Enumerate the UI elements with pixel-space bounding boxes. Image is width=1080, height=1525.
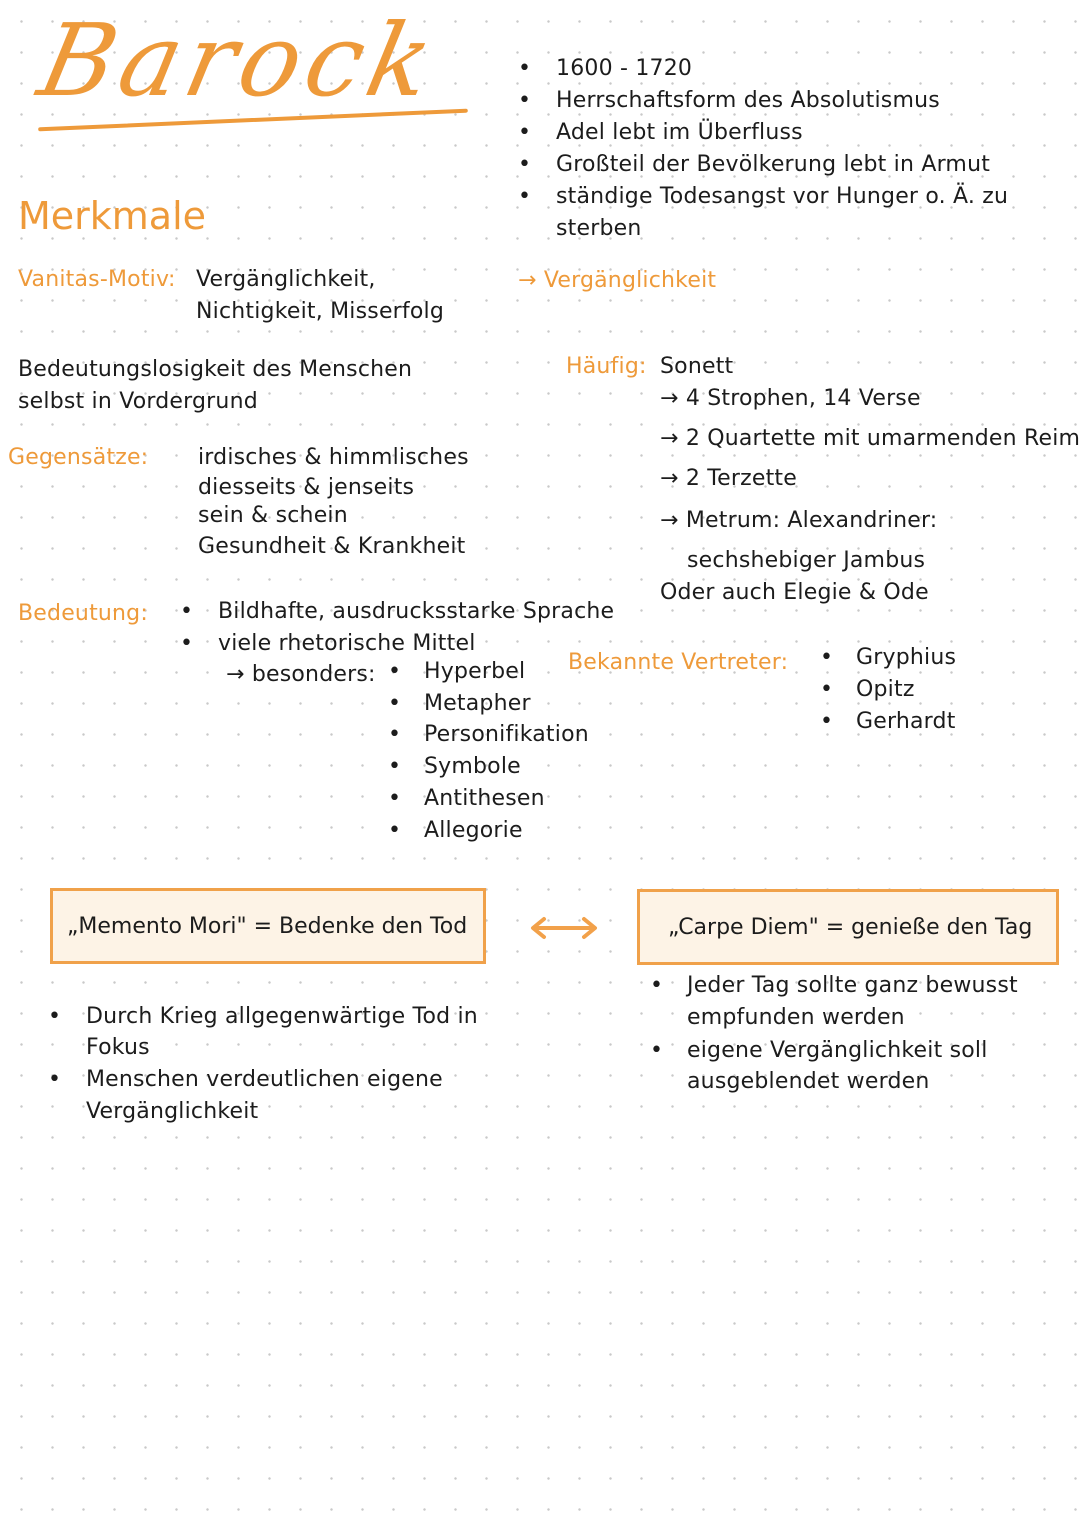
- vanitas-line: Vergänglichkeit,: [196, 267, 376, 292]
- memento-point: Menschen verdeutlichen eigene: [86, 1067, 443, 1092]
- bullet-icon: •: [388, 691, 401, 716]
- form-detail: → 4 Strophen, 14 Verse: [660, 386, 921, 411]
- bullet-icon: •: [650, 1038, 663, 1063]
- bullet-icon: •: [820, 677, 833, 702]
- fact-item: Adel lebt im Überfluss: [556, 120, 803, 145]
- memento-mori-box: [50, 888, 486, 964]
- bullet-icon: •: [820, 645, 833, 670]
- section-heading-merkmale: Merkmale: [18, 194, 207, 238]
- carpe-diem-box: [637, 889, 1059, 965]
- bullet-icon: •: [48, 1004, 61, 1029]
- bullet-icon: •: [518, 120, 531, 145]
- bullet-icon: •: [48, 1067, 61, 1092]
- vertreter-name: Opitz: [856, 677, 915, 702]
- vertreter-label: Bekannte Vertreter:: [568, 650, 789, 675]
- bullet-icon: •: [518, 152, 531, 177]
- vertreter-name: Gerhardt: [856, 709, 956, 734]
- bullet-icon: •: [820, 709, 833, 734]
- carpe-point: eigene Vergänglichkeit soll: [687, 1038, 988, 1063]
- bedeutung-item: viele rhetorische Mittel: [218, 631, 476, 656]
- stilmittel-item: Hyperbel: [424, 659, 526, 684]
- memento-point: Vergänglichkeit: [86, 1099, 259, 1124]
- stilmittel-item: Metapher: [424, 691, 531, 716]
- bullet-icon: •: [388, 754, 401, 779]
- carpe-point: ausgeblendet werden: [687, 1069, 930, 1094]
- metrum-detail: sechshebiger Jambus: [687, 548, 926, 573]
- carpe-point: empfunden werden: [687, 1005, 905, 1030]
- haeufig-label: Häufig:: [566, 354, 647, 379]
- bullet-icon: •: [180, 631, 193, 656]
- vertreter-name: Gryphius: [856, 645, 957, 670]
- carpe-point: Jeder Tag sollte ganz bewusst: [687, 973, 1018, 998]
- fact-item: Großteil der Bevölkerung lebt in Armut: [556, 152, 991, 177]
- vanitas-line: Nichtigkeit, Misserfolg: [196, 299, 445, 324]
- bullet-icon: •: [518, 56, 531, 81]
- memento-mori-text: „Memento Mori" = Bedenke den Tod: [67, 913, 468, 939]
- bullet-icon: •: [388, 786, 401, 811]
- form-detail: → 2 Terzette: [660, 466, 797, 491]
- page-title: Barock: [29, 2, 449, 119]
- bedeutungslos-line: selbst in Vordergrund: [18, 389, 258, 414]
- double-arrow-icon: [528, 914, 600, 942]
- bullet-icon: •: [650, 973, 663, 998]
- bullet-icon: •: [388, 818, 401, 843]
- bullet-icon: •: [518, 184, 531, 209]
- stilmittel-item: Personifikation: [424, 722, 589, 747]
- stilmittel-item: Antithesen: [424, 786, 545, 811]
- fact-item: ständige Todesangst vor Hunger o. Ä. zu: [556, 184, 1009, 209]
- bedeutungslos-line: Bedeutungslosigkeit des Menschen: [18, 357, 413, 382]
- memento-point: Fokus: [86, 1035, 150, 1060]
- alternative-forms: Oder auch Elegie & Ode: [660, 580, 929, 605]
- fact-item: 1600 - 1720: [556, 56, 693, 81]
- besonders-label: → besonders:: [226, 662, 376, 687]
- gegensaetze-label: Gegensätze:: [8, 445, 149, 470]
- gegensatz-item: sein & schein: [198, 503, 348, 528]
- bullet-icon: •: [518, 88, 531, 113]
- carpe-diem-text: „Carpe Diem" = genieße den Tag: [668, 914, 1033, 940]
- bullet-icon: •: [388, 722, 401, 747]
- bullet-icon: •: [388, 659, 401, 684]
- gegensatz-item: diesseits & jenseits: [198, 475, 415, 500]
- form-detail: → 2 Quartette mit umarmenden Reim: [660, 426, 1080, 451]
- vanitas-label: Vanitas-Motiv:: [18, 267, 176, 292]
- gegensatz-item: Gesundheit & Krankheit: [198, 534, 466, 559]
- vanitas-arrow-note: → Vergänglichkeit: [518, 268, 717, 293]
- stilmittel-item: Allegorie: [424, 818, 523, 843]
- fact-item: Herrschaftsform des Absolutismus: [556, 88, 940, 113]
- bedeutung-label: Bedeutung:: [18, 601, 148, 626]
- form-detail: → Metrum: Alexandriner:: [660, 508, 938, 533]
- memento-point: Durch Krieg allgegenwärtige Tod in: [86, 1004, 478, 1029]
- bullet-icon: •: [180, 599, 193, 624]
- sonett-label: Sonett: [660, 354, 734, 379]
- stilmittel-item: Symbole: [424, 754, 521, 779]
- bedeutung-item: Bildhafte, ausdrucksstarke Sprache: [218, 599, 615, 624]
- gegensatz-item: irdisches & himmlisches: [198, 445, 469, 470]
- fact-item-continued: sterben: [556, 216, 642, 241]
